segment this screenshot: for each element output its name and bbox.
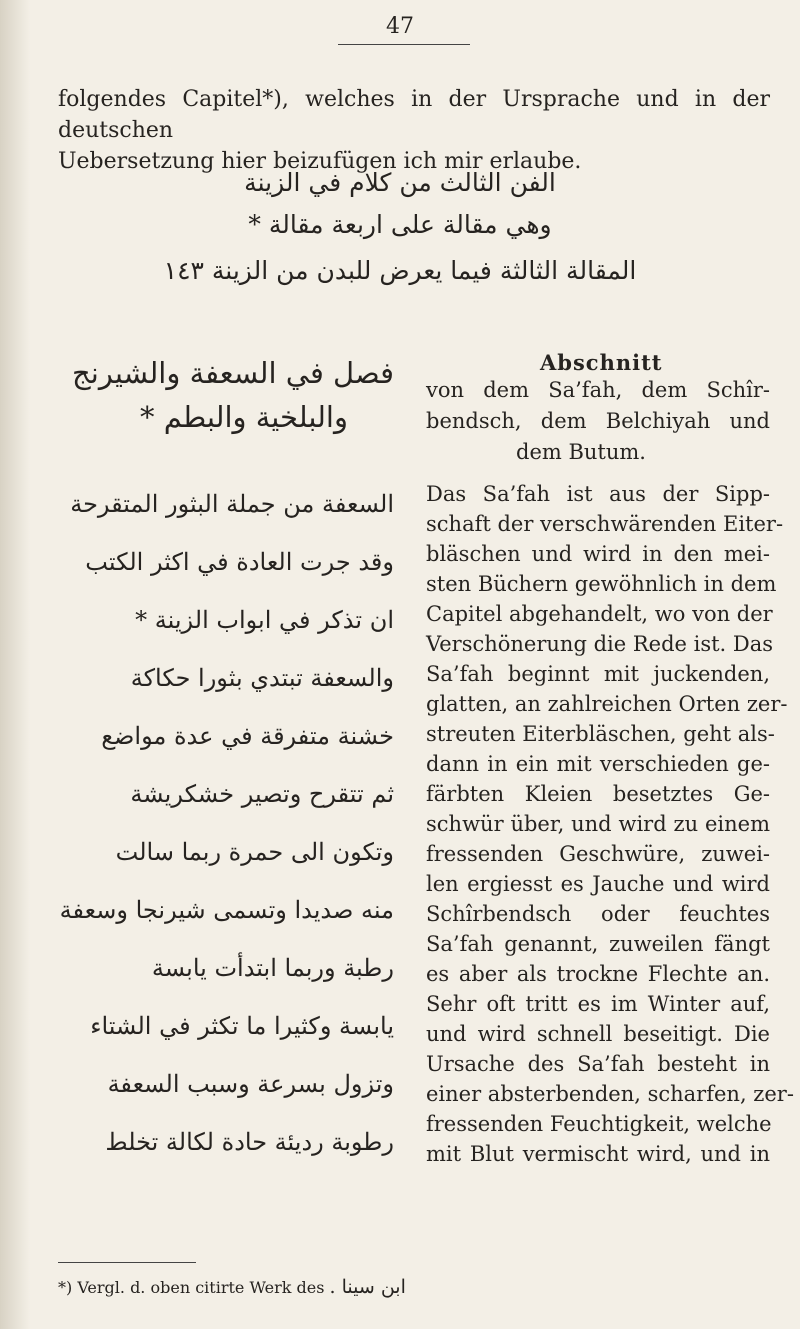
arabic-body-line: رطبة وربما ابتدأت يابسة [151,954,394,982]
german-body-line: färbten Kleien besetztes Ge- [426,782,770,806]
german-body-line: streuten Eiterbläschen, geht als- [426,722,775,746]
arabic-heading-line: وهي مقالة على اربعة مقالة * [248,210,552,239]
arabic-body-line: والسعفة تبتدي بثورا حكاكة [130,664,394,692]
german-body-line: Sehr oft tritt es im Winter auf, [426,992,770,1016]
german-body-line: Ursache des Sa’fah besteht in [426,1052,770,1076]
intro-line: Uebersetzung hier beizufügen ich mir erlaube. [58,149,582,174]
arabic-subheading-line: فصل في السعفة والشيرنج [72,356,394,390]
arabic-body-line: منه صديدا وتسمى شيرنجا وسعفة [59,896,394,924]
german-body-line: sten Büchern gewöhnlich in dem [426,572,777,596]
german-body-line: einer absterbenden, scharfen, zer- [426,1082,794,1106]
header-rule [338,44,470,45]
german-body-line: Sa’fah beginnt mit juckenden, [426,662,770,686]
arabic-heading-line: الفن الثالث من كلام في الزينة [244,168,556,197]
arabic-body-line: وقد جرت العادة في اكثر الكتب [85,548,394,576]
arabic-body-line: وتكون الى حمرة ربما سالت [115,838,394,866]
german-body-line: glatten, an zahlreichen Orten zer- [426,692,788,716]
german-body-line: len ergiesst es Jauche und wird [426,872,770,896]
german-body-line: Sa’fah genannt, zuweilen fängt [426,932,770,956]
page-number: 47 [386,14,414,39]
intro-paragraph [58,84,770,177]
arabic-body-line: وتزول بسرعة وسبب السعفة [107,1070,394,1098]
german-body-line: schwür über, und wird zu einem [426,812,770,836]
arabic-body-line: يابسة وكثيرا ما تكثر في الشتاء [90,1012,394,1040]
german-body-line: mit Blut vermischt wird, und in [426,1142,770,1166]
footnote-text: *) Vergl. d. oben citirte Werk des [58,1278,325,1297]
german-body-line: fressenden Geschwüre, zuwei- [426,842,770,866]
arabic-body-line: رطوبة رديئة حادة لكالة تخلط [105,1128,394,1156]
footnote-rule [58,1262,196,1263]
german-body-line: Capitel abgehandelt, wo von der [426,602,773,626]
german-subheading-line: bendsch, dem Belchiyah und [426,409,770,433]
footnote [58,1276,406,1298]
german-body-line: Verschönerung die Rede ist. Das [426,632,774,656]
german-body-line: und wird schnell beseitigt. Die [426,1022,770,1046]
footnote-arabic: ابن سينا . [329,1276,406,1298]
german-body-line: Das Sa’fah ist aus der Sipp- [426,482,770,506]
arabic-heading-line: المقالة الثالثة فيما يعرض للبدن من الزينة ١٤٣ [163,256,637,285]
arabic-subheading-line: والبلخية والبطم * [140,400,348,434]
arabic-body-line: السعفة من جملة البثور المتقرحة [70,490,394,518]
german-subheading-line: dem Butum. [516,440,646,464]
german-body-line: Schîrbendsch oder feuchtes [426,902,770,926]
arabic-body-line: ثم تتقرح وتصير خشكريشة [130,780,394,808]
page-edge-stain [0,0,30,1329]
intro-line: folgendes Capitel*), welches in der Ursprache und in der deutschen [58,87,770,143]
german-section-heading: Abschnitt [540,350,663,375]
german-body-line: schaft der verschwärenden Eiter- [426,512,784,536]
arabic-body-line: ان تذكر في ابواب الزينة * [135,606,394,634]
german-body-line: bläschen und wird in den mei- [426,542,770,566]
german-body-line: dann in ein mit verschieden ge- [426,752,770,776]
german-body-line: es aber als trockne Flechte an. [426,962,770,986]
arabic-body-line: خشنة متفرقة في عدة مواضع [101,722,394,750]
german-body-line: fressenden Feuchtigkeit, welche [426,1112,772,1136]
german-subheading-line: von dem Sa’fah, dem Schîr- [426,378,770,402]
